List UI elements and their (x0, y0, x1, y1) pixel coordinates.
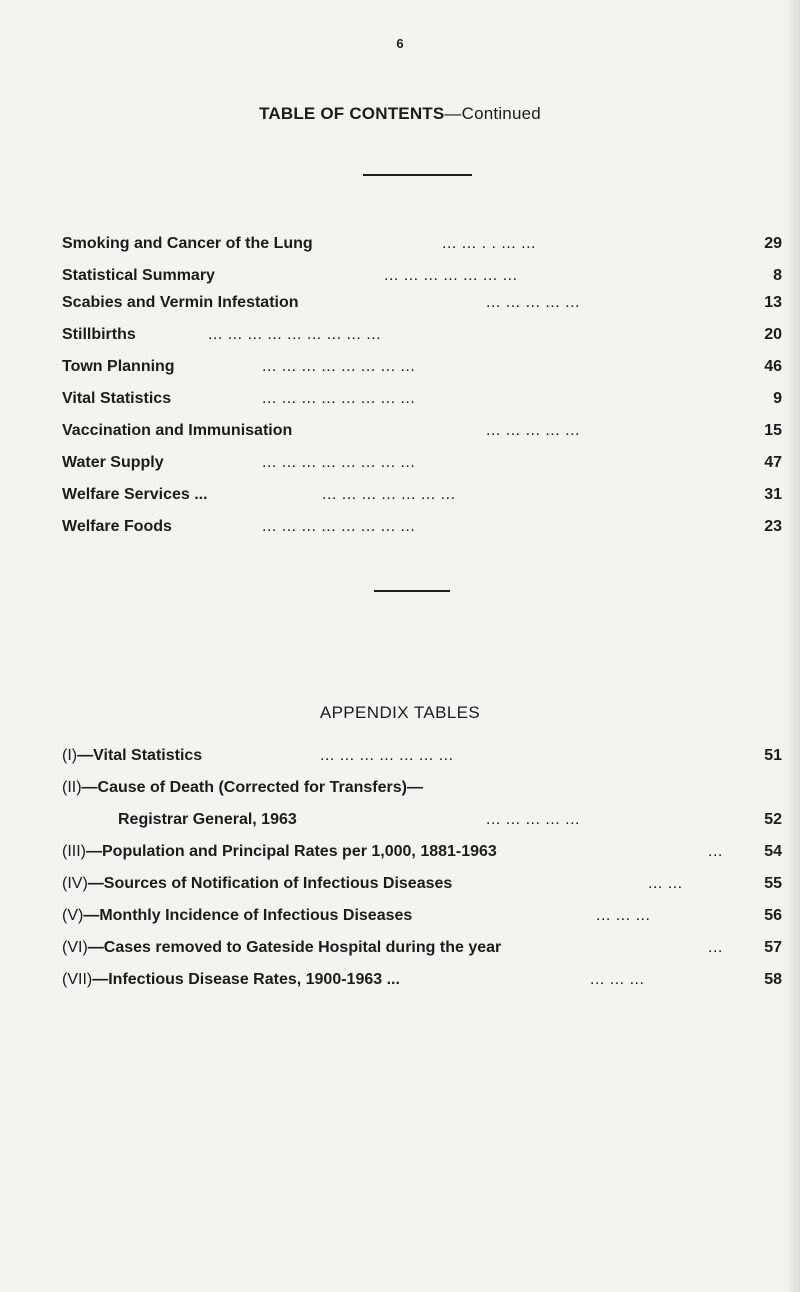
toc-entry-page: 46 (764, 358, 782, 375)
appendix-entry-title: —Vital Statistics (77, 747, 203, 764)
appendix-entry-title: Registrar General, 1963 (118, 811, 297, 828)
page-number: 6 (396, 36, 404, 51)
toc-entry-label: Scabies and Vermin Infestation (62, 294, 299, 311)
appendix-entry-roman: (II) (62, 779, 82, 796)
toc-entry-label: Welfare Services ... (62, 486, 208, 503)
toc-entry-leader: ... ... ... ... ... ... ... ... (262, 454, 416, 471)
toc-entry-label: Water Supply (62, 454, 164, 471)
toc-entry-page: 20 (764, 326, 782, 343)
toc-entry-leader: ... ... ... ... ... ... ... ... (262, 518, 416, 535)
appendix-entry-roman: (III) (62, 843, 86, 860)
appendix-entry-label (62, 777, 423, 799)
toc-entry-page: 9 (773, 390, 782, 407)
toc-entry-page: 8 (773, 267, 782, 284)
appendix-entry-label (62, 841, 497, 863)
toc-entry-label: Welfare Foods (62, 518, 172, 535)
appendix-entry-leader: ... ... ... ... ... ... ... (320, 747, 454, 764)
appendix-entry-page: 58 (764, 971, 782, 988)
appendix-entry-title: —Infectious Disease Rates, 1900-1963 ... (92, 971, 400, 988)
appendix-entry (62, 969, 782, 991)
appendix-entry-label (62, 905, 412, 927)
page-edge-shadow (786, 0, 800, 1292)
appendix-entry-label (62, 937, 501, 959)
appendix-entry (62, 841, 782, 863)
toc-entry-page: 29 (764, 235, 782, 252)
appendix-entry (62, 777, 782, 799)
appendix-entry-roman: (IV) (62, 875, 88, 892)
appendix-entry-page: 57 (764, 939, 782, 956)
toc-entry-leader: ... ... ... ... ... ... ... (384, 267, 518, 284)
toc-entry-label: Stillbirths (62, 326, 136, 343)
toc-entry (62, 484, 782, 506)
toc-entry-page: 13 (764, 294, 782, 311)
toc-entry (62, 292, 782, 314)
appendix-entry-label (62, 873, 452, 895)
toc-entry-leader: ... ... ... ... ... (486, 422, 580, 439)
appendix-entry-page: 52 (764, 811, 782, 828)
toc-entry-leader: ... ... ... ... ... ... ... ... ... (208, 326, 382, 343)
toc-entry (62, 356, 782, 378)
toc-entry-label: Vital Statistics (62, 390, 172, 407)
toc-entry (62, 452, 782, 474)
divider-top (363, 174, 472, 176)
toc-entry (62, 265, 782, 287)
appendix-entry-title: —Cause of Death (Corrected for Transfers)— (81, 779, 423, 796)
appendix-entry-leader: ... ... ... ... ... (486, 811, 580, 828)
divider-middle (374, 590, 450, 592)
page-title (0, 104, 800, 124)
toc-entry-leader: ... ... ... ... ... ... ... ... (262, 390, 416, 407)
title-continued: —Continued (444, 104, 541, 123)
appendix-entry-leader: ... ... ... (590, 971, 645, 988)
toc-entry-leader: ... ... ... ... ... ... ... (322, 486, 456, 503)
appendix-entry-label (62, 969, 400, 991)
appendix-entry-leader: ... (708, 939, 723, 956)
toc-entry (62, 324, 782, 346)
toc-entry (62, 516, 782, 538)
appendix-entry-roman: (VII) (62, 971, 93, 988)
appendix-entry-roman: (V) (62, 907, 84, 924)
appendix-entry-leader: ... ... (648, 875, 683, 892)
appendix-entry-page: 54 (764, 843, 782, 860)
toc-entry-page: 23 (764, 518, 782, 535)
toc-entry-label: Statistical Summary (62, 267, 215, 284)
title-main: TABLE OF CONTENTS (259, 104, 445, 123)
appendix-entry-leader: ... ... ... (596, 907, 651, 924)
appendix-heading: APPENDIX TABLES (319, 703, 481, 722)
toc-entry-leader: ... ... . . ... ... (442, 235, 536, 252)
appendix-entry-page: 51 (764, 747, 782, 764)
toc-entry-page: 15 (764, 422, 782, 439)
appendix-entry-label (118, 809, 297, 831)
appendix-entry (62, 873, 782, 895)
appendix-entry-page: 56 (764, 907, 782, 924)
appendix-entry-title: —Monthly Incidence of Infectious Diseases (83, 907, 413, 924)
appendix-entry-leader: ... (708, 843, 723, 860)
appendix-entry (62, 905, 782, 927)
appendix-entry-title: —Cases removed to Gateside Hospital during the year (87, 939, 502, 956)
toc-entry-label: Smoking and Cancer of the Lung (62, 235, 313, 252)
appendix-entry-roman: (I) (62, 747, 78, 764)
appendix-entry-page: 55 (764, 875, 782, 892)
toc-entry-page: 47 (764, 454, 782, 471)
appendix-entry-roman: (VI) (62, 939, 88, 956)
appendix-entry (62, 809, 782, 831)
toc-entry-page: 31 (764, 486, 782, 503)
toc-entry-leader: ... ... ... ... ... ... ... ... (262, 358, 416, 375)
toc-entry-label: Town Planning (62, 358, 175, 375)
appendix-entry-title: —Sources of Notification of Infectious Diseases (87, 875, 453, 892)
toc-entry-leader: ... ... ... ... ... (486, 294, 580, 311)
toc-entry (62, 233, 782, 255)
appendix-entry (62, 745, 782, 767)
toc-entry (62, 388, 782, 410)
toc-entry-label: Vaccination and Immunisation (62, 422, 293, 439)
toc-entry (62, 420, 782, 442)
appendix-entry (62, 937, 782, 959)
appendix-entry-label (62, 745, 202, 767)
appendix-entry-title: —Population and Principal Rates per 1,000, 1881-1963 (86, 843, 497, 860)
